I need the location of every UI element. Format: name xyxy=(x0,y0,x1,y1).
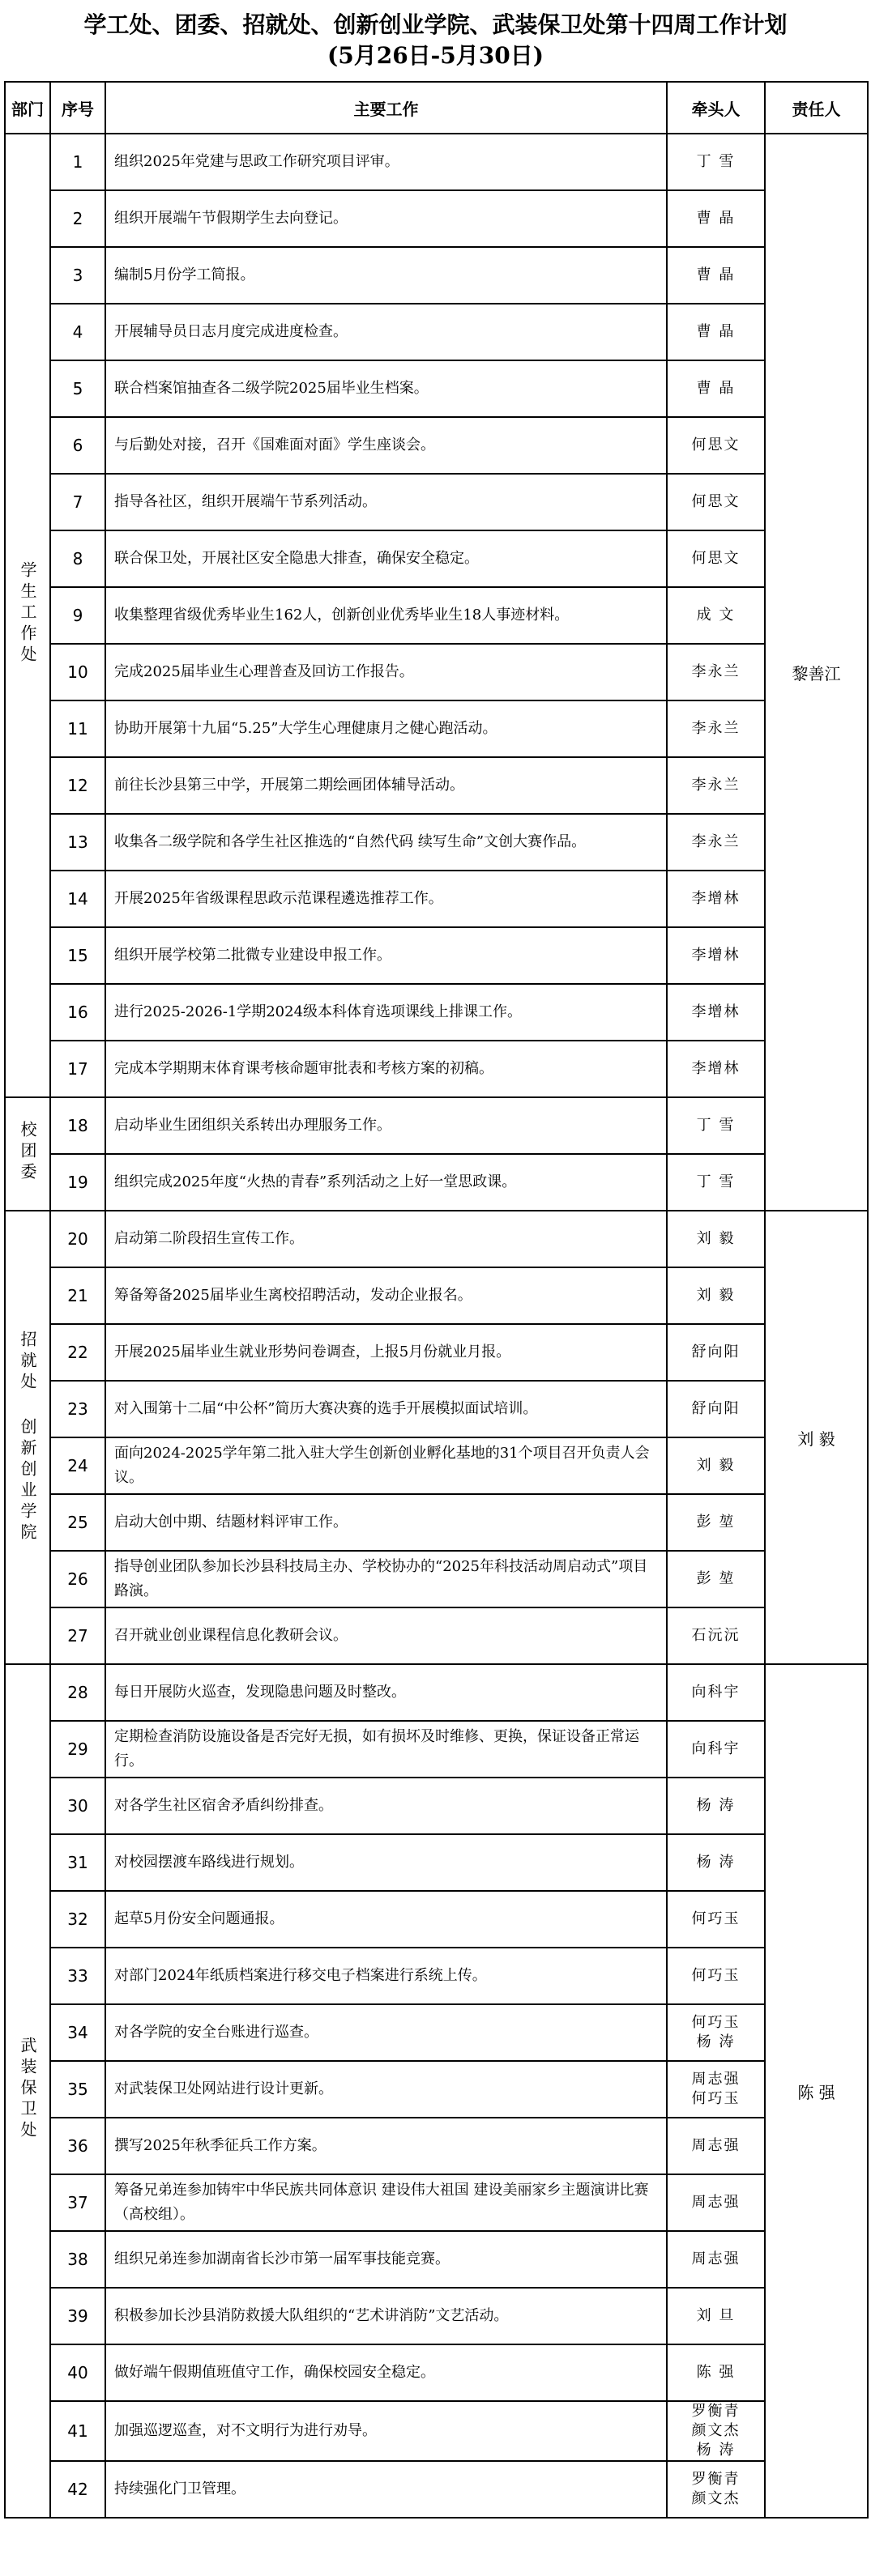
row-number: 31 xyxy=(50,1834,105,1891)
lead-cell xyxy=(667,1041,765,1097)
lead-name: 周志强 xyxy=(691,2071,741,2088)
task-text: 协助开展第十九届“5.25”大学生心理健康月之健心跑活动。 xyxy=(105,700,667,757)
table-row xyxy=(5,1607,868,1664)
lead-cell xyxy=(667,814,765,871)
lead-name: 丁 雪 xyxy=(696,1173,736,1190)
task-text: 每日开展防火巡查，发现隐患问题及时整改。 xyxy=(105,1664,667,1721)
table-row xyxy=(5,1664,868,1721)
row-number: 20 xyxy=(50,1211,105,1267)
lead-cell xyxy=(667,190,765,247)
lead-cell xyxy=(667,1211,765,1267)
title-line-1: 学工处、团委、招就处、创新创业学院、武装保卫处第十四周工作计划 xyxy=(83,11,788,38)
row-number: 16 xyxy=(50,984,105,1041)
table-row xyxy=(5,1267,868,1324)
task-text: 完成本学期期末体育课考核命题审批表和考核方案的初稿。 xyxy=(105,1041,667,1097)
lead-cell xyxy=(667,1324,765,1381)
header-dept: 部门 xyxy=(5,82,50,134)
lead-name: 彭 堃 xyxy=(696,1514,736,1531)
lead-cell xyxy=(667,1381,765,1437)
lead-cell xyxy=(667,1097,765,1154)
lead-cell xyxy=(667,304,765,360)
row-number: 27 xyxy=(50,1607,105,1664)
dept-label: 武装保卫处 xyxy=(18,2036,37,2142)
lead-cell xyxy=(667,2061,765,2118)
table-row xyxy=(5,1948,868,2004)
lead-cell xyxy=(667,474,765,530)
dept-label: 校团委 xyxy=(18,1120,37,1184)
header-task: 主要工作 xyxy=(105,82,667,134)
table-row xyxy=(5,2174,868,2231)
table-row xyxy=(5,700,868,757)
lead-name: 何巧玉 xyxy=(691,1967,741,1984)
task-text: 启动大创中期、结题材料评审工作。 xyxy=(105,1494,667,1551)
row-number: 18 xyxy=(50,1097,105,1154)
row-number: 29 xyxy=(50,1721,105,1778)
lead-name: 何巧玉 xyxy=(691,2090,741,2107)
lead-cell xyxy=(667,871,765,927)
lead-cell xyxy=(667,757,765,814)
task-text: 进行2025-2026-1学期2024级本科体育选项课线上排课工作。 xyxy=(105,984,667,1041)
lead-name: 丁 雪 xyxy=(696,1117,736,1134)
lead-cell xyxy=(667,2461,765,2518)
table-row xyxy=(5,474,868,530)
lead-cell xyxy=(667,530,765,587)
row-number: 17 xyxy=(50,1041,105,1097)
row-number: 10 xyxy=(50,644,105,700)
row-number: 12 xyxy=(50,757,105,814)
lead-name: 陈 强 xyxy=(696,2364,736,2381)
row-number: 3 xyxy=(50,247,105,304)
lead-name: 李永兰 xyxy=(691,777,741,794)
task-text: 启动第二阶段招生宣传工作。 xyxy=(105,1211,667,1267)
dept-cell xyxy=(5,1664,50,2518)
row-number: 9 xyxy=(50,587,105,644)
task-text: 对各学院的安全台账进行巡查。 xyxy=(105,2004,667,2061)
lead-name: 向科宇 xyxy=(691,1740,741,1757)
task-text: 开展2025届毕业生就业形势问卷调查，上报5月份就业月报。 xyxy=(105,1324,667,1381)
row-number: 19 xyxy=(50,1154,105,1211)
lead-cell xyxy=(667,1551,765,1607)
lead-cell xyxy=(667,1607,765,1664)
lead-cell xyxy=(667,587,765,644)
task-text: 召开就业创业课程信息化教研会议。 xyxy=(105,1607,667,1664)
table-header-row xyxy=(5,82,868,134)
lead-cell xyxy=(667,1267,765,1324)
lead-cell xyxy=(667,700,765,757)
dept-label: 招就处 xyxy=(18,1331,37,1394)
lead-cell xyxy=(667,2401,765,2461)
lead-cell xyxy=(667,2288,765,2344)
row-number: 24 xyxy=(50,1437,105,1494)
table-row xyxy=(5,2461,868,2518)
header-no: 序号 xyxy=(50,82,105,134)
table-row xyxy=(5,247,868,304)
table-row xyxy=(5,1211,868,1267)
table-row xyxy=(5,1437,868,1494)
row-number: 7 xyxy=(50,474,105,530)
task-text: 组织开展端午节假期学生去向登记。 xyxy=(105,190,667,247)
task-text: 收集整理省级优秀毕业生162人，创新创业优秀毕业生18人事迹材料。 xyxy=(105,587,667,644)
task-text: 指导创业团队参加长沙县科技局主办、学校协办的“2025年科技活动周启动式”项目路演。 xyxy=(105,1551,667,1607)
table-row xyxy=(5,1891,868,1948)
lead-cell xyxy=(667,2231,765,2288)
dept-label: 创新创业学院 xyxy=(18,1418,37,1544)
row-number: 15 xyxy=(50,927,105,984)
lead-name: 李增林 xyxy=(691,947,741,964)
lead-cell xyxy=(667,134,765,190)
task-text: 组织2025年党建与思政工作研究项目评审。 xyxy=(105,134,667,190)
lead-cell xyxy=(667,1154,765,1211)
task-text: 对校园摆渡车路线进行规划。 xyxy=(105,1834,667,1891)
row-number: 39 xyxy=(50,2288,105,2344)
task-text: 启动毕业生团组织关系转出办理服务工作。 xyxy=(105,1097,667,1154)
table-row xyxy=(5,2401,868,2461)
lead-cell xyxy=(667,2004,765,2061)
lead-name: 颜文杰 xyxy=(691,2490,741,2507)
lead-name: 向科宇 xyxy=(691,1684,741,1701)
table-row xyxy=(5,2004,868,2061)
task-text: 对武装保卫处网站进行设计更新。 xyxy=(105,2061,667,2118)
lead-name: 杨 涛 xyxy=(696,1854,736,1871)
lead-name: 何巧玉 xyxy=(691,1910,741,1927)
task-text: 收集各二级学院和各学生社区推选的“自然代码 续写生命”文创大赛作品。 xyxy=(105,814,667,871)
header-lead: 牵头人 xyxy=(667,82,765,134)
lead-name: 颜文杰 xyxy=(691,2422,741,2439)
lead-name: 曹 晶 xyxy=(696,266,736,283)
dept-cell xyxy=(5,1211,50,1664)
table-row xyxy=(5,2344,868,2401)
lead-name: 李永兰 xyxy=(691,720,741,737)
task-text: 积极参加长沙县消防救援大队组织的“艺术讲消防”文艺活动。 xyxy=(105,2288,667,2344)
task-text: 开展辅导员日志月度完成进度检查。 xyxy=(105,304,667,360)
row-number: 34 xyxy=(50,2004,105,2061)
lead-name: 成 文 xyxy=(696,607,736,624)
task-text: 持续强化门卫管理。 xyxy=(105,2461,667,2518)
lead-name: 周志强 xyxy=(691,2250,741,2267)
title-line-2: (5月26日-5月30日) xyxy=(327,42,544,69)
lead-cell xyxy=(667,644,765,700)
table-row xyxy=(5,530,868,587)
dept-cell xyxy=(5,134,50,1097)
lead-cell xyxy=(667,247,765,304)
row-number: 5 xyxy=(50,360,105,417)
task-text: 组织开展学校第二批微专业建设申报工作。 xyxy=(105,927,667,984)
row-number: 42 xyxy=(50,2461,105,2518)
lead-name: 李增林 xyxy=(691,1003,741,1020)
dept-label-stack xyxy=(18,1331,37,1544)
responsible-cell xyxy=(765,1664,868,2518)
row-number: 28 xyxy=(50,1664,105,1721)
row-number: 13 xyxy=(50,814,105,871)
task-text: 联合保卫处，开展社区安全隐患大排查，确保安全稳定。 xyxy=(105,530,667,587)
row-number: 8 xyxy=(50,530,105,587)
table-row xyxy=(5,190,868,247)
lead-name: 曹 晶 xyxy=(696,323,736,340)
row-number: 23 xyxy=(50,1381,105,1437)
page-title xyxy=(0,10,871,71)
table-row xyxy=(5,1721,868,1778)
task-text: 筹备筹备2025届毕业生离校招聘活动，发动企业报名。 xyxy=(105,1267,667,1324)
row-number: 40 xyxy=(50,2344,105,2401)
task-text: 定期检查消防设施设备是否完好无损，如有损坏及时维修、更换，保证设备正常运行。 xyxy=(105,1721,667,1778)
table-row xyxy=(5,2288,868,2344)
table-row xyxy=(5,134,868,190)
table-row xyxy=(5,644,868,700)
lead-name: 舒向阳 xyxy=(691,1343,741,1360)
lead-cell xyxy=(667,1494,765,1551)
row-number: 4 xyxy=(50,304,105,360)
task-text: 对各学生社区宿舍矛盾纠纷排查。 xyxy=(105,1778,667,1834)
task-text: 前往长沙县第三中学，开展第二期绘画团体辅导活动。 xyxy=(105,757,667,814)
row-number: 25 xyxy=(50,1494,105,1551)
row-number: 14 xyxy=(50,871,105,927)
lead-name: 罗衡青 xyxy=(691,2471,741,2488)
task-text: 加强巡逻巡查，对不文明行为进行劝导。 xyxy=(105,2401,667,2461)
row-number: 22 xyxy=(50,1324,105,1381)
lead-name: 何思文 xyxy=(691,436,741,453)
row-number: 36 xyxy=(50,2118,105,2174)
dept-label: 学生工作处 xyxy=(18,560,37,666)
lead-cell xyxy=(667,2344,765,2401)
lead-name: 刘 旦 xyxy=(696,2307,736,2324)
lead-cell xyxy=(667,1891,765,1948)
task-text: 对部门2024年纸质档案进行移交电子档案进行系统上传。 xyxy=(105,1948,667,2004)
lead-name: 石沅沅 xyxy=(691,1627,741,1644)
lead-cell xyxy=(667,1948,765,2004)
task-text: 组织完成2025年度“火热的青春”系列活动之上好一堂思政课。 xyxy=(105,1154,667,1211)
table-row xyxy=(5,1041,868,1097)
lead-name: 李增林 xyxy=(691,1060,741,1077)
lead-cell xyxy=(667,1437,765,1494)
lead-name: 曹 晶 xyxy=(696,210,736,227)
lead-name: 刘 毅 xyxy=(696,1457,736,1474)
table-row xyxy=(5,1324,868,1381)
task-text: 编制5月份学工简报。 xyxy=(105,247,667,304)
task-text: 与后勤处对接，召开《国难面对面》学生座谈会。 xyxy=(105,417,667,474)
task-text: 完成2025届毕业生心理普查及回访工作报告。 xyxy=(105,644,667,700)
table-row xyxy=(5,1834,868,1891)
lead-name: 杨 涛 xyxy=(696,2033,736,2050)
table-row xyxy=(5,1778,868,1834)
lead-cell xyxy=(667,1778,765,1834)
task-text: 撰写2025年秋季征兵工作方案。 xyxy=(105,2118,667,2174)
table-row xyxy=(5,587,868,644)
row-number: 30 xyxy=(50,1778,105,1834)
task-text: 面向2024-2025学年第二批入驻大学生创新创业孵化基地的31个项目召开负责人会议。 xyxy=(105,1437,667,1494)
table-row xyxy=(5,304,868,360)
task-text: 指导各社区，组织开展端午节系列活动。 xyxy=(105,474,667,530)
row-number: 6 xyxy=(50,417,105,474)
table-row xyxy=(5,360,868,417)
table-row xyxy=(5,417,868,474)
table-row xyxy=(5,1154,868,1211)
lead-name: 李永兰 xyxy=(691,833,741,850)
row-number: 38 xyxy=(50,2231,105,2288)
table-row xyxy=(5,2061,868,2118)
responsible-cell xyxy=(765,134,868,1211)
header-responsible: 责任人 xyxy=(765,82,868,134)
table-row xyxy=(5,927,868,984)
row-number: 33 xyxy=(50,1948,105,2004)
task-text: 联合档案馆抽查各二级学院2025届毕业生档案。 xyxy=(105,360,667,417)
lead-name: 刘 毅 xyxy=(696,1230,736,1247)
lead-name: 杨 涛 xyxy=(696,2442,736,2459)
lead-name: 何思文 xyxy=(691,550,741,567)
responsible-name: 刘 毅 xyxy=(797,1429,835,1449)
row-number: 2 xyxy=(50,190,105,247)
lead-name: 曹 晶 xyxy=(696,380,736,397)
lead-name: 李永兰 xyxy=(691,663,741,680)
table-row xyxy=(5,2118,868,2174)
lead-name: 李增林 xyxy=(691,890,741,907)
table-row xyxy=(5,757,868,814)
lead-name: 丁 雪 xyxy=(696,153,736,170)
row-number: 32 xyxy=(50,1891,105,1948)
responsible-name: 陈 强 xyxy=(797,2082,835,2102)
responsible-cell xyxy=(765,1211,868,1664)
lead-name: 彭 堃 xyxy=(696,1570,736,1587)
table-row xyxy=(5,814,868,871)
table-row xyxy=(5,984,868,1041)
table-row xyxy=(5,1097,868,1154)
row-number: 21 xyxy=(50,1267,105,1324)
work-plan-table xyxy=(4,81,869,2519)
table-row xyxy=(5,2231,868,2288)
task-text: 组织兄弟连参加湖南省长沙市第一届军事技能竞赛。 xyxy=(105,2231,667,2288)
table-row xyxy=(5,871,868,927)
row-number: 41 xyxy=(50,2401,105,2461)
row-number: 26 xyxy=(50,1551,105,1607)
lead-cell xyxy=(667,417,765,474)
task-text: 对入围第十二届“中公杯”简历大赛决赛的选手开展模拟面试培训。 xyxy=(105,1381,667,1437)
lead-cell xyxy=(667,1664,765,1721)
lead-cell xyxy=(667,2118,765,2174)
table-row xyxy=(5,1381,868,1437)
task-text: 起草5月份安全问题通报。 xyxy=(105,1891,667,1948)
lead-cell xyxy=(667,1721,765,1778)
table-row xyxy=(5,1551,868,1607)
lead-name: 罗衡青 xyxy=(691,2403,741,2420)
lead-name: 刘 毅 xyxy=(696,1287,736,1304)
responsible-name: 黎善江 xyxy=(792,663,841,683)
lead-cell xyxy=(667,984,765,1041)
task-text: 筹备兄弟连参加铸牢中华民族共同体意识 建设伟大祖国 建设美丽家乡主题演讲比赛（高校组）。 xyxy=(105,2174,667,2231)
task-text: 做好端午假期值班值守工作，确保校园安全稳定。 xyxy=(105,2344,667,2401)
dept-label-pair xyxy=(18,1331,37,1544)
lead-cell xyxy=(667,2174,765,2231)
lead-name: 舒向阳 xyxy=(691,1400,741,1417)
dept-cell xyxy=(5,1097,50,1211)
lead-name: 杨 涛 xyxy=(696,1797,736,1814)
table-body xyxy=(5,134,868,2518)
task-text: 开展2025年省级课程思政示范课程遴选推荐工作。 xyxy=(105,871,667,927)
lead-name: 周志强 xyxy=(691,2137,741,2154)
row-number: 37 xyxy=(50,2174,105,2231)
row-number: 1 xyxy=(50,134,105,190)
lead-name: 周志强 xyxy=(691,2194,741,2211)
lead-cell xyxy=(667,1834,765,1891)
lead-name: 何思文 xyxy=(691,493,741,510)
lead-name: 何巧玉 xyxy=(691,2014,741,2031)
table-row xyxy=(5,1494,868,1551)
row-number: 35 xyxy=(50,2061,105,2118)
row-number: 11 xyxy=(50,700,105,757)
lead-cell xyxy=(667,360,765,417)
lead-cell xyxy=(667,927,765,984)
